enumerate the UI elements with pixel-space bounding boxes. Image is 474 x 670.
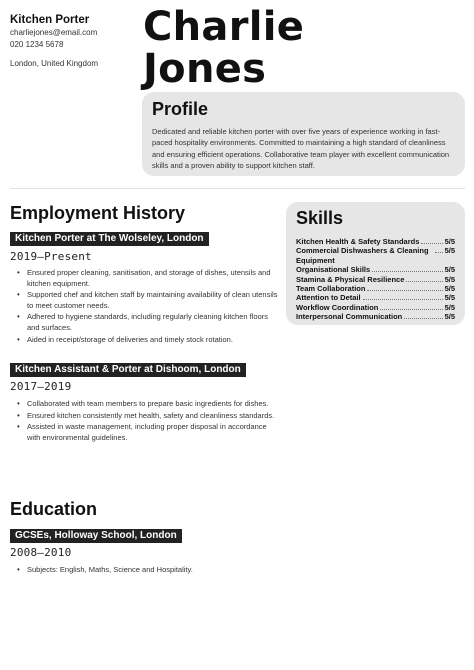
bullet-item: • Adhered to hygiene standards, including regularly cleaning kitchen floors and surfaces. <box>10 312 280 333</box>
bullet-item: • Ensured kitchen consistently met health, safety and cleanliness standards. <box>10 411 280 422</box>
contact-spacer <box>10 50 140 58</box>
skill-leader-dots <box>404 312 442 319</box>
skill-row <box>296 246 455 265</box>
skill-rating: 5/5 <box>444 284 455 294</box>
skill-leader-dots <box>367 284 442 291</box>
employment-heading: Employment History <box>10 203 186 223</box>
job-bullets <box>10 399 280 444</box>
email-address[interactable]: charliejones@email.com <box>10 28 98 37</box>
skill-rating: 5/5 <box>444 274 455 284</box>
skill-leader-dots <box>421 237 442 244</box>
bullet-item: • Aided in receipt/storage of deliveries and timely stock rotation. <box>10 335 280 346</box>
skill-name: Stamina & Physical Resilience <box>296 274 405 284</box>
skill-rating: 5/5 <box>444 246 455 256</box>
skill-leader-dots <box>363 293 443 300</box>
education-heading: Education <box>10 499 98 519</box>
skills-section <box>286 202 465 325</box>
job-title-bar: Kitchen Assistant & Porter at Dishoom, London <box>10 363 246 377</box>
job-title-bar: Kitchen Porter at The Wolseley, London <box>10 232 209 246</box>
skill-rating: 5/5 <box>444 293 455 303</box>
bullet-item: • Ensured proper cleaning, sanitisation, and storage of dishes, utensils and kitchen equipment. <box>10 268 280 289</box>
job-dates: 2017—2019 <box>10 380 72 393</box>
skill-name: Workflow Coordination <box>296 302 379 312</box>
skill-row <box>296 303 455 312</box>
skill-name: Kitchen Health & Safety Standards <box>296 237 420 246</box>
skill-leader-dots <box>406 275 442 282</box>
skill-name: Organisational Skills <box>296 265 371 275</box>
last-name: Jones <box>143 46 267 92</box>
skills-heading: Skills <box>296 208 344 228</box>
job-bullets <box>10 268 280 346</box>
skill-rating: 5/5 <box>444 312 455 322</box>
bullet-item: • Collaborated with team members to prepare basic ingredients for dishes. <box>10 399 280 410</box>
skill-row <box>296 275 455 284</box>
skill-rating: 5/5 <box>444 237 455 246</box>
education-bullets <box>10 565 280 577</box>
candidate-name <box>143 6 304 90</box>
skill-row <box>296 237 455 246</box>
profile-text: Dedicated and reliable kitchen porter with over five years of experience working in fast-paced hospitality environments. Committed to maintaining a high standard of cleanliness and ensuring efficient operations. Collaborative team player with excellent communication skills and a proven ability to support kitchen staff. <box>152 127 450 171</box>
section-divider <box>10 188 465 189</box>
skill-row <box>296 265 455 274</box>
skill-leader-dots <box>435 246 443 253</box>
phone-number: 020 1234 5678 <box>10 39 64 49</box>
bullet-item: • Subjects: English, Maths, Science and Hospitality. <box>10 565 280 576</box>
skill-row <box>296 284 455 293</box>
education-title-bar: GCSEs, Holloway School, London <box>10 529 182 543</box>
skill-name: Attention to Detail <box>296 293 361 303</box>
education-dates: 2008—2010 <box>10 546 72 559</box>
location: London, United Kingdom <box>10 59 99 68</box>
profile-section <box>142 92 465 176</box>
skill-row <box>296 312 455 321</box>
job-dates: 2019—Present <box>10 250 92 263</box>
profile-heading: Profile <box>152 99 209 119</box>
skill-rating: 5/5 <box>444 302 455 312</box>
bullet-item: • Supported chef and kitchen staff by maintaining availability of clean utensils to meet customer needs. <box>10 290 280 311</box>
skill-leader-dots <box>372 265 442 272</box>
skill-leader-dots <box>380 303 442 310</box>
contact-info <box>10 13 140 70</box>
job-title: Kitchen Porter <box>10 14 90 26</box>
bullet-item: • Assisted in waste management, including proper disposal in accordance with environmental guidelines. <box>10 422 280 443</box>
skill-name: Commercial Dishwashers & Cleaning Equipment <box>296 246 429 265</box>
skill-rating: 5/5 <box>444 265 455 275</box>
skill-row <box>296 293 455 302</box>
skill-name: Interpersonal Communication <box>296 312 403 322</box>
skill-name: Team Collaboration <box>296 284 366 294</box>
first-name: Charlie <box>143 4 305 50</box>
